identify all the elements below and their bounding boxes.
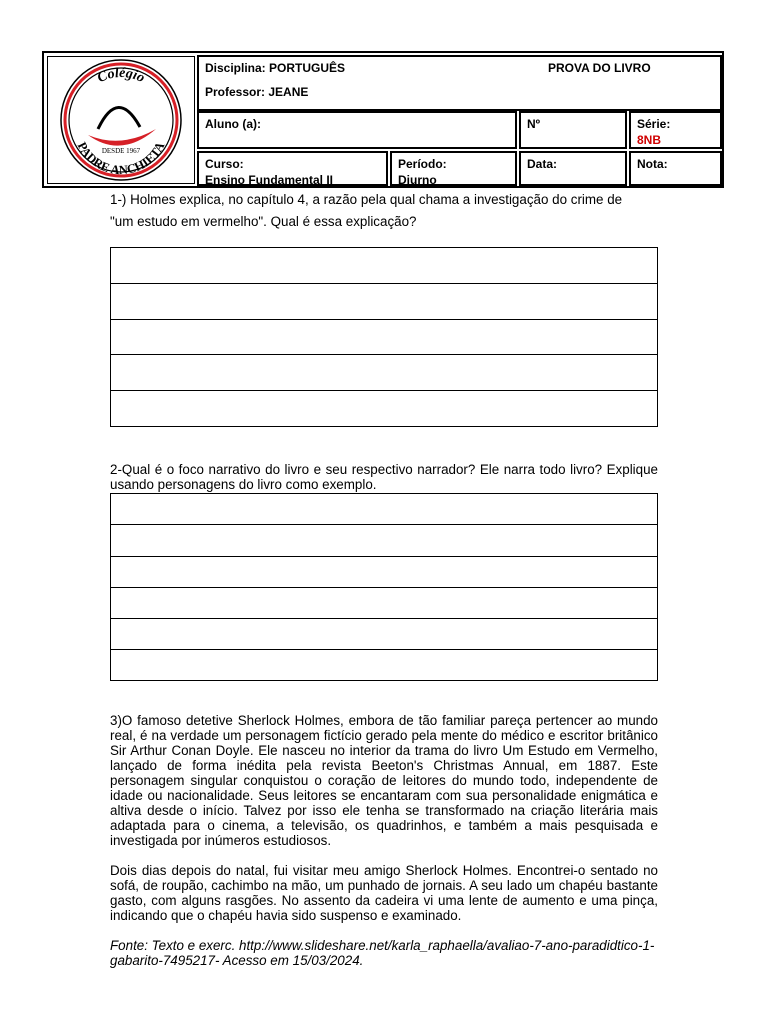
- question-1-line-2: "um estudo em vermelho". Qual é essa explicação?: [110, 214, 417, 229]
- prova-label: PROVA DO LIVRO: [548, 61, 651, 75]
- source-citation: Fonte: Texto e exerc. http://www.slideshare.net/karla_raphaella/avaliao-7-ano-paradidtico-1-gabarito-7495217- Acesso em 15/03/2024.: [110, 938, 655, 968]
- serie-value: 8NB: [637, 133, 662, 147]
- question-1-line-1: 1-) Holmes explica, no capítulo 4, a razão pela qual chama a investigação do crime de: [110, 192, 623, 207]
- answer-line[interactable]: [111, 284, 657, 320]
- aluno-cell[interactable]: [197, 111, 517, 149]
- disciplina-label: Disciplina: PORTUGUÊS: [205, 61, 346, 75]
- answer-line[interactable]: [111, 650, 657, 680]
- answer-line[interactable]: [111, 619, 657, 650]
- disciplina-cell: [197, 55, 722, 111]
- answer-line[interactable]: [111, 355, 657, 391]
- school-logo: [47, 56, 195, 184]
- answer-line[interactable]: [111, 391, 657, 426]
- answer-line[interactable]: [111, 525, 657, 557]
- arch-icon: [98, 107, 140, 129]
- professor-label: Professor: JEANE: [205, 85, 309, 99]
- answer-line[interactable]: [111, 248, 657, 284]
- periodo-label: Período:: [398, 157, 447, 171]
- periodo-value: Diurno: [398, 173, 437, 187]
- exam-header: [42, 51, 724, 188]
- nota-cell[interactable]: [629, 151, 722, 186]
- swoosh-icon: [88, 129, 156, 146]
- logo-mid-text: DESDE 1967: [101, 147, 141, 155]
- numero-label: Nº: [527, 117, 541, 131]
- answer-line[interactable]: [111, 557, 657, 588]
- question-2: 2-Qual é o foco narrativo do livro e seu respectivo narrador? Ele narra todo livro? Explique usando personagens do livro como exemplo.: [110, 462, 658, 492]
- logo-bottom-text: PADRE ANCHIETA: [74, 139, 168, 178]
- curso-cell: [197, 151, 388, 186]
- answer-line[interactable]: [111, 320, 657, 355]
- serie-label: Série:: [637, 117, 671, 131]
- data-label: Data:: [527, 157, 558, 171]
- nota-label: Nota:: [637, 157, 668, 171]
- answer-line[interactable]: [111, 494, 657, 525]
- answer-box-1[interactable]: [110, 247, 658, 427]
- curso-value: Ensino Fundamental II: [205, 173, 334, 187]
- question-3-paragraph-2: Dois dias depois do natal, fui visitar meu amigo Sherlock Holmes. Encontrei-o sentado no sofá, de roupão, cachimbo na mão, um punhado de jornais. A seu lado um chapéu bastante gasto, com alguns rasgões. No assento da cadeira vi uma lente de aumento e uma pinça, indicando que o chapéu havia sido suspenso e examinado.: [110, 863, 658, 923]
- serie-cell: [629, 111, 722, 149]
- answer-line[interactable]: [111, 588, 657, 619]
- periodo-cell: [390, 151, 517, 186]
- curso-label: Curso:: [205, 157, 244, 171]
- logo-top-text: Colégio: [95, 65, 147, 87]
- numero-cell[interactable]: [519, 111, 627, 149]
- question-3-paragraph-1: 3)O famoso detetive Sherlock Holmes, embora de tão familiar pareça pertencer ao mundo real, é na verdade um personagem fictício gerado pela mente do médico e escritor britânico Sir Arthur Conan Doyle. Ele nasceu no interior da trama do livro Um Estudo em Vermelho, lançado de forma inédita pela revista Beeton's Christmas Annual, em 1887. Este personagem singular conquistou o coração de leitores do mundo todo, independente de idade ou nacionalidade. Seus leitores se encantaram com sua personalidade enigmática e altiva desde o início. Talvez por isso ele tenha se transformado na criação literária mais adaptada para o cinema, a televisão, os quadrinhos, e também a mais pesquisada e investigada por inúmeros estudiosos.: [110, 713, 658, 848]
- aluno-label: Aluno (a):: [205, 117, 261, 131]
- data-cell[interactable]: [519, 151, 627, 186]
- question-1: [110, 189, 658, 233]
- answer-box-2[interactable]: [110, 493, 658, 681]
- question-3: [110, 713, 658, 968]
